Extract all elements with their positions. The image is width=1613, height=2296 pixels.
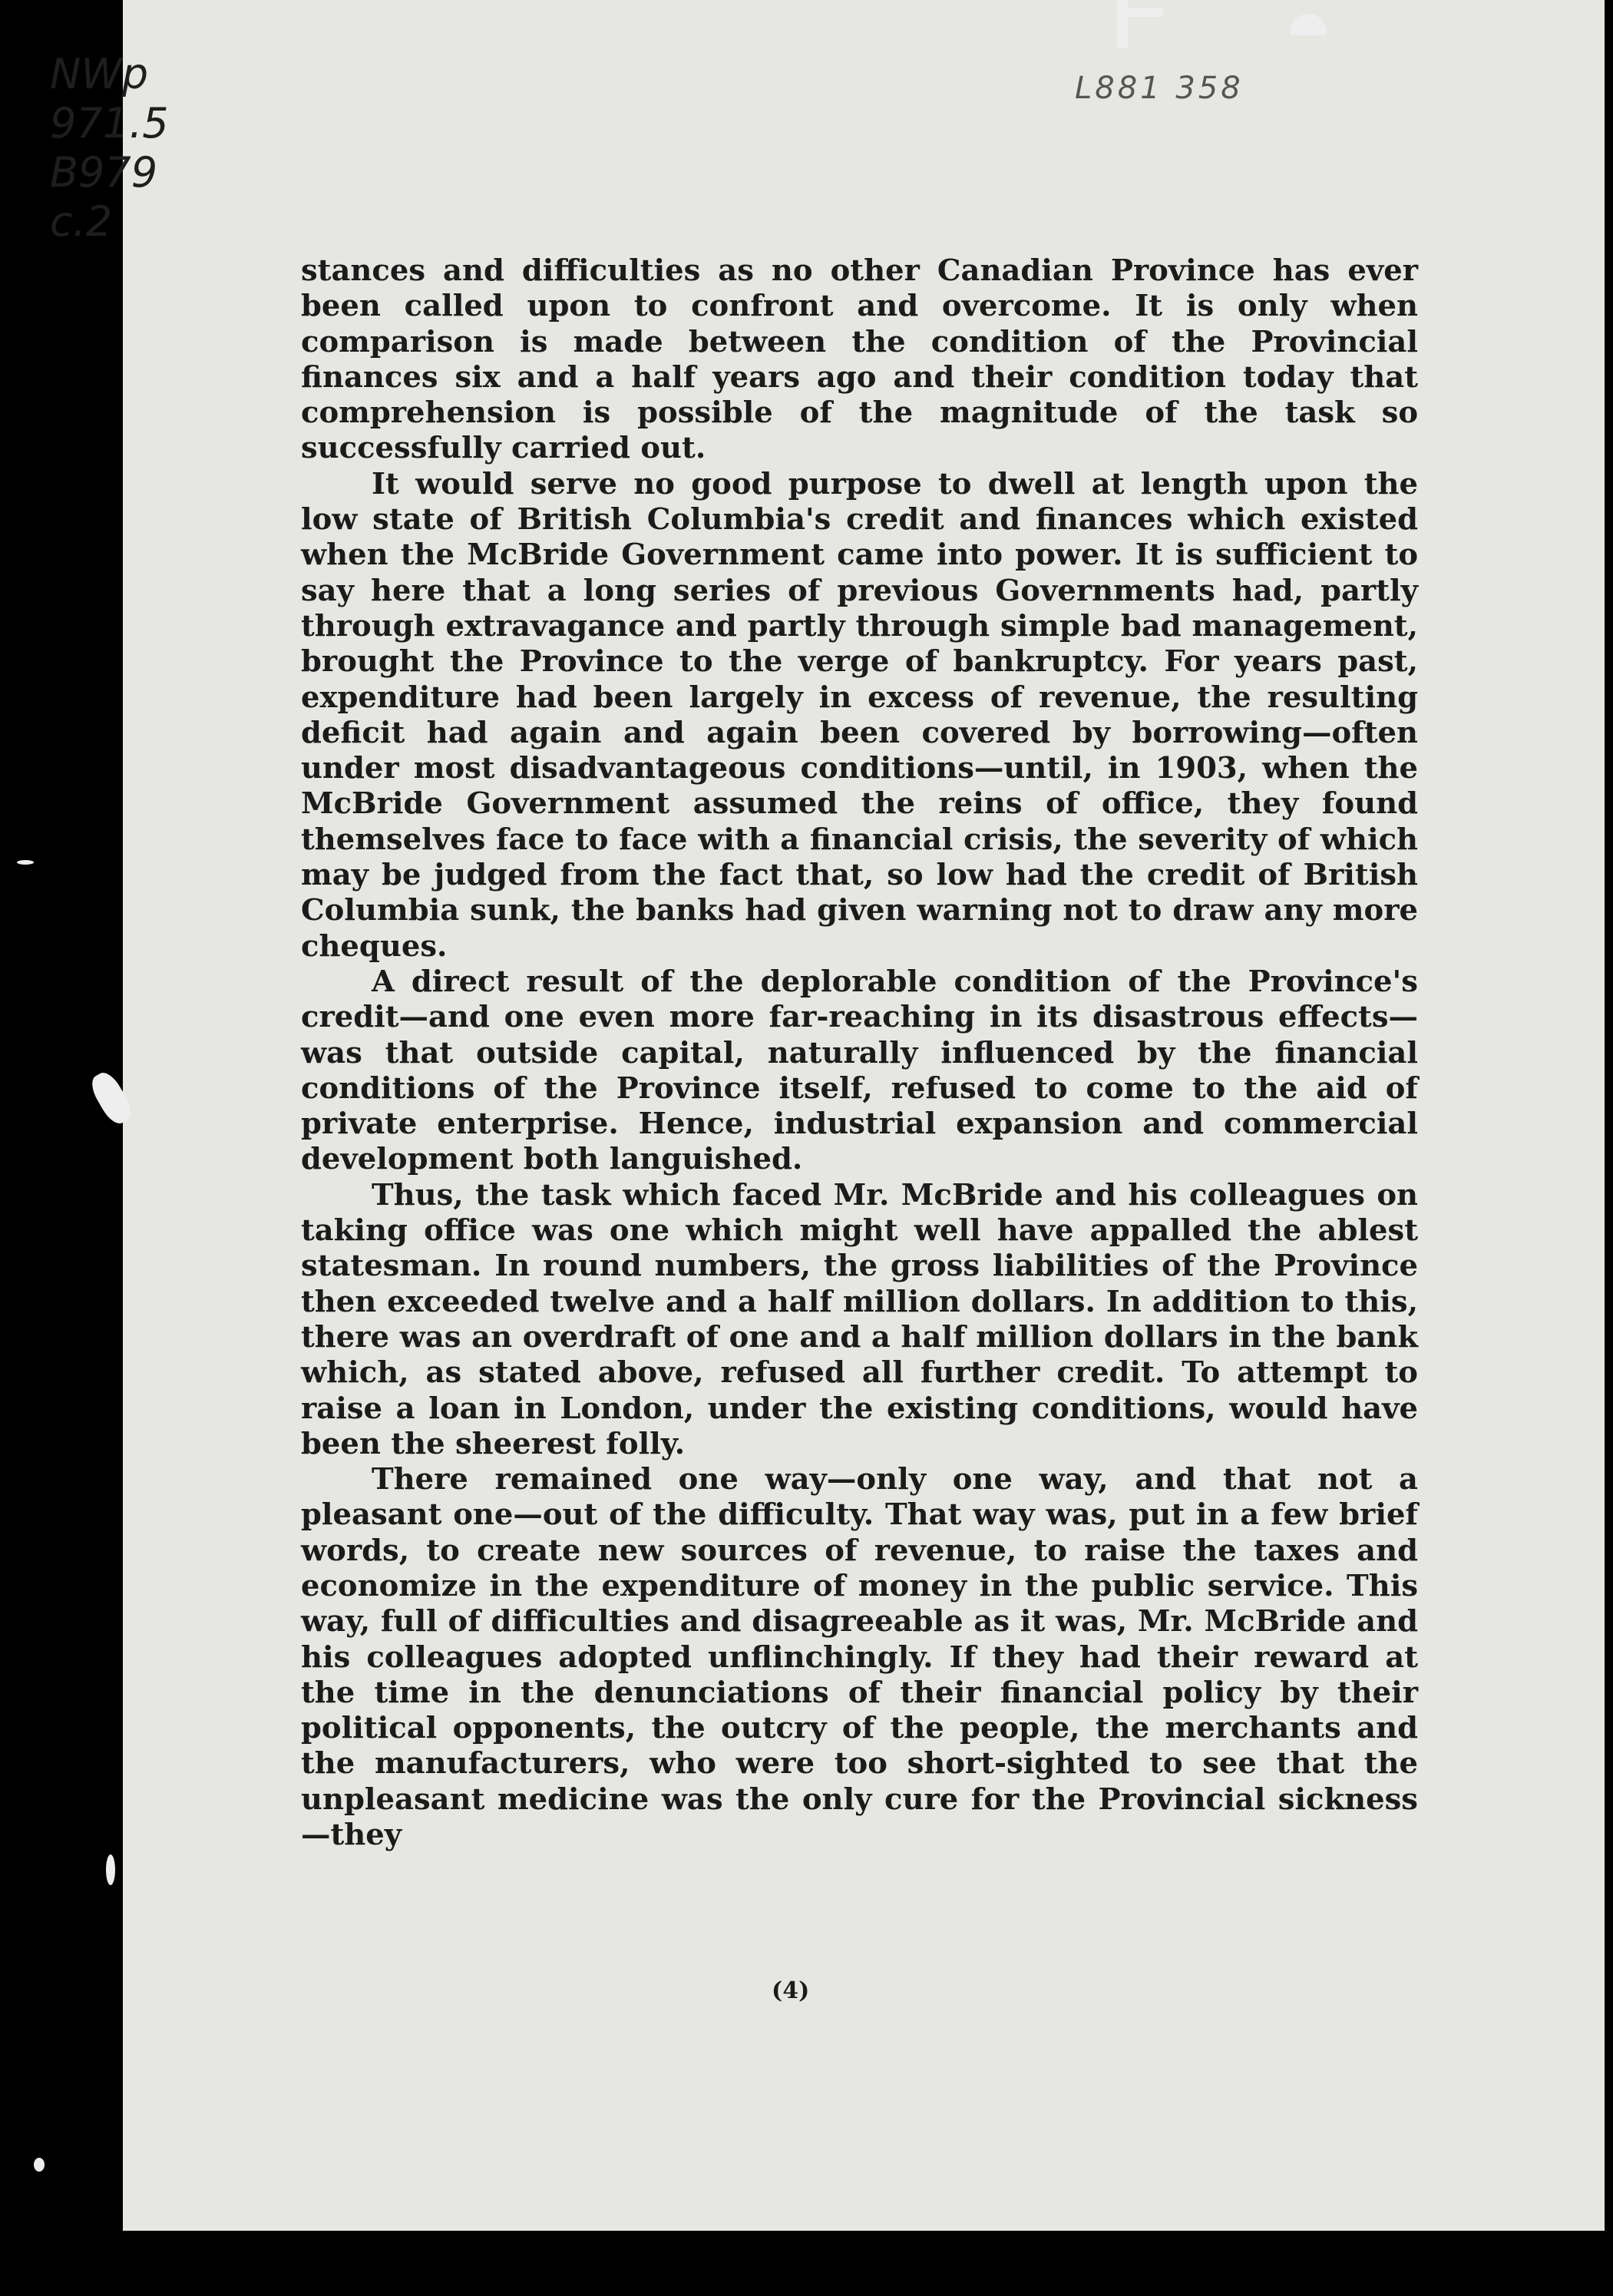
scan-tab-mark: [1117, 8, 1163, 17]
call-number-line: NWp: [50, 50, 149, 98]
body-text: [301, 253, 1418, 1958]
call-number-line: B979: [50, 148, 158, 197]
scan-speck: [34, 2158, 45, 2172]
paragraph: stances and difficulties as no other Canadian Province has ever been called upon to confront and overcome. It is only when comparison is made between the condition of the Provincial finances six and a half years ago and their condition today that comprehension is possible of the magnitude of the task so successfully carried out.: [301, 253, 1418, 466]
call-number-line: 971.5: [50, 99, 169, 147]
page-number: (4): [772, 1977, 810, 2004]
paragraph: It would serve no good purpose to dwell at length upon the low state of British Columbia's credit and finances which existed when the McBride Government came into power. It is sufficient to say here that a long series of previous Governments had, partly through extravagance and partly through simple bad management, brought the Province to the verge of bankruptcy. For years past, expenditure had been largely in excess of revenue, the resulting deficit had again and again been covered by borrowing—often under most disadvantageous conditions—until, in 1903, when the McBride Government assumed the reins of office, they found themselves face to face with a financial crisis, the severity of which may be judged from the fact that, so low had the credit of British Columbia sunk, the banks had given warning not to draw any more cheques.: [301, 466, 1418, 964]
scan-speck: [106, 1854, 115, 1885]
accession-annotation: L881 358: [1075, 71, 1244, 106]
paragraph: A direct result of the deplorable condition of the Province's credit—and one even more far-reaching in its disastrous effects—was that outside capital, naturally influenced by the financial conditions of the Province itself, refused to come to the aid of private enterprise. Hence, industrial expansion and commercial development both languished.: [301, 964, 1418, 1177]
paragraph: Thus, the task which faced Mr. McBride and his colleagues on taking office was one which might well have appalled the ablest statesman. In round numbers, the gross liabilities of the Province then exceeded twelve and a half million dollars. In addition to this, there was an overdraft of one and a half million dollars in the bank which, as stated above, refused all further credit. To attempt to raise a loan in London, under the existing conditions, would have been the sheerest folly.: [301, 1177, 1418, 1461]
call-number-line: c.2: [50, 197, 113, 246]
paragraph: There remained one way—only one way, and that not a pleasant one—out of the difficulty. That way was, put in a few brief words, to create new sources of revenue, to raise the taxes and economize in the expenditure of money in the public service. This way, full of difficulties and disagreeable as it was, Mr. McBride and his colleagues adopted unflinchingly. If they had their reward at the time in the denunciations of their financial policy by their political opponents, the outcry of the people, the merchants and the manufacturers, who were too short-sighted to see that the unpleasant medicine was the only cure for the Provincial sickness—they: [301, 1462, 1418, 1853]
call-number-annotation: [50, 50, 169, 250]
scan-speck: [17, 860, 34, 865]
